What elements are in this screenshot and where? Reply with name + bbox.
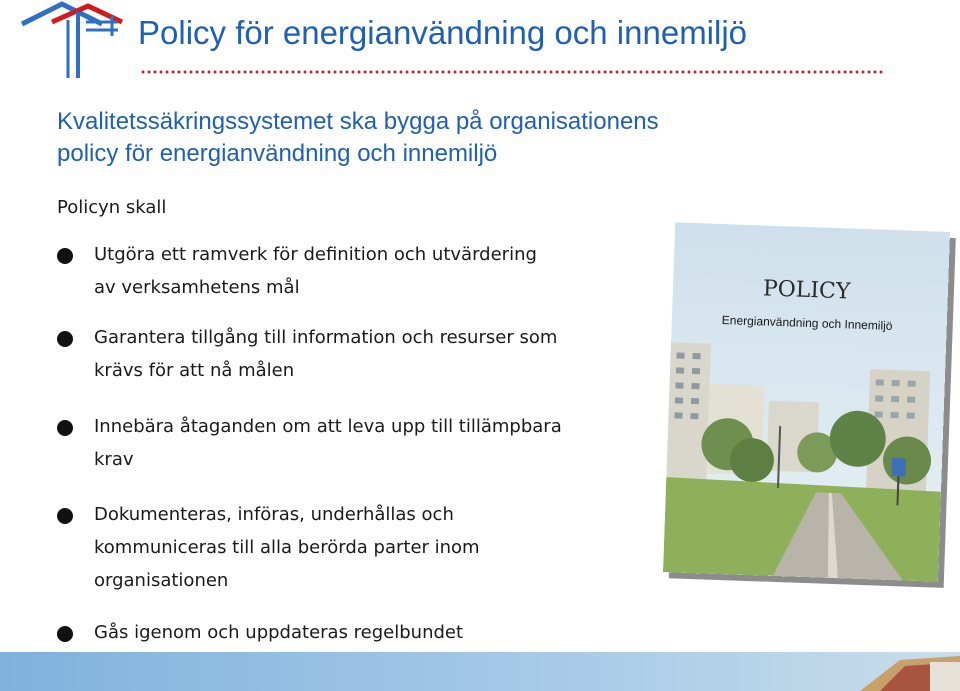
cover-subtitle: Energianvändning och Innemiljö — [721, 312, 893, 333]
policy-cover-image — [663, 222, 950, 581]
bullet-item — [57, 410, 657, 476]
footer-photo-strip — [0, 652, 960, 691]
bullet-line: Utgöra ett ramverk för definition och utvärdering — [94, 244, 537, 265]
subtitle-line: policy för energianvändning och innemiljö — [57, 140, 498, 167]
bullet-line: Innebära åtaganden om att leva upp till tillämpbara — [94, 416, 562, 437]
bullet-line: Gås igenom och uppdateras regelbundet — [94, 622, 464, 643]
cover-title: POLICY — [762, 276, 851, 305]
house-logo-icon — [18, 0, 128, 80]
bullet-dot-icon — [57, 248, 73, 264]
bullet-dot-icon — [57, 508, 73, 524]
subtitle — [57, 106, 659, 170]
bullet-dot-icon — [57, 331, 73, 347]
bullet-dot-icon — [57, 420, 73, 436]
bullet-item — [57, 238, 657, 304]
bullet-dot-icon — [57, 626, 73, 642]
intro-text: Policyn skall — [57, 197, 167, 218]
bullet-item — [57, 321, 657, 387]
bullet-line: Dokumenteras, införas, underhållas och — [94, 504, 454, 525]
bullet-line: av verksamhetens mål — [94, 277, 300, 298]
dotted-rule — [140, 70, 885, 74]
bullet-item — [57, 498, 657, 597]
bullet-line: Garantera tillgång till information och resurser som — [94, 327, 558, 348]
bullet-line: krävs för att nå målen — [94, 360, 295, 381]
bullet-line: kommuniceras till alla berörda parter inom — [94, 537, 480, 558]
bullet-item — [57, 616, 657, 649]
bullet-line: organisationen — [94, 570, 229, 591]
page-title: Policy för energianvändning och innemiljö — [138, 14, 748, 51]
bullet-line: krav — [94, 449, 134, 470]
subtitle-line: Kvalitetssäkringssystemet ska bygga på organisationens — [57, 108, 659, 135]
